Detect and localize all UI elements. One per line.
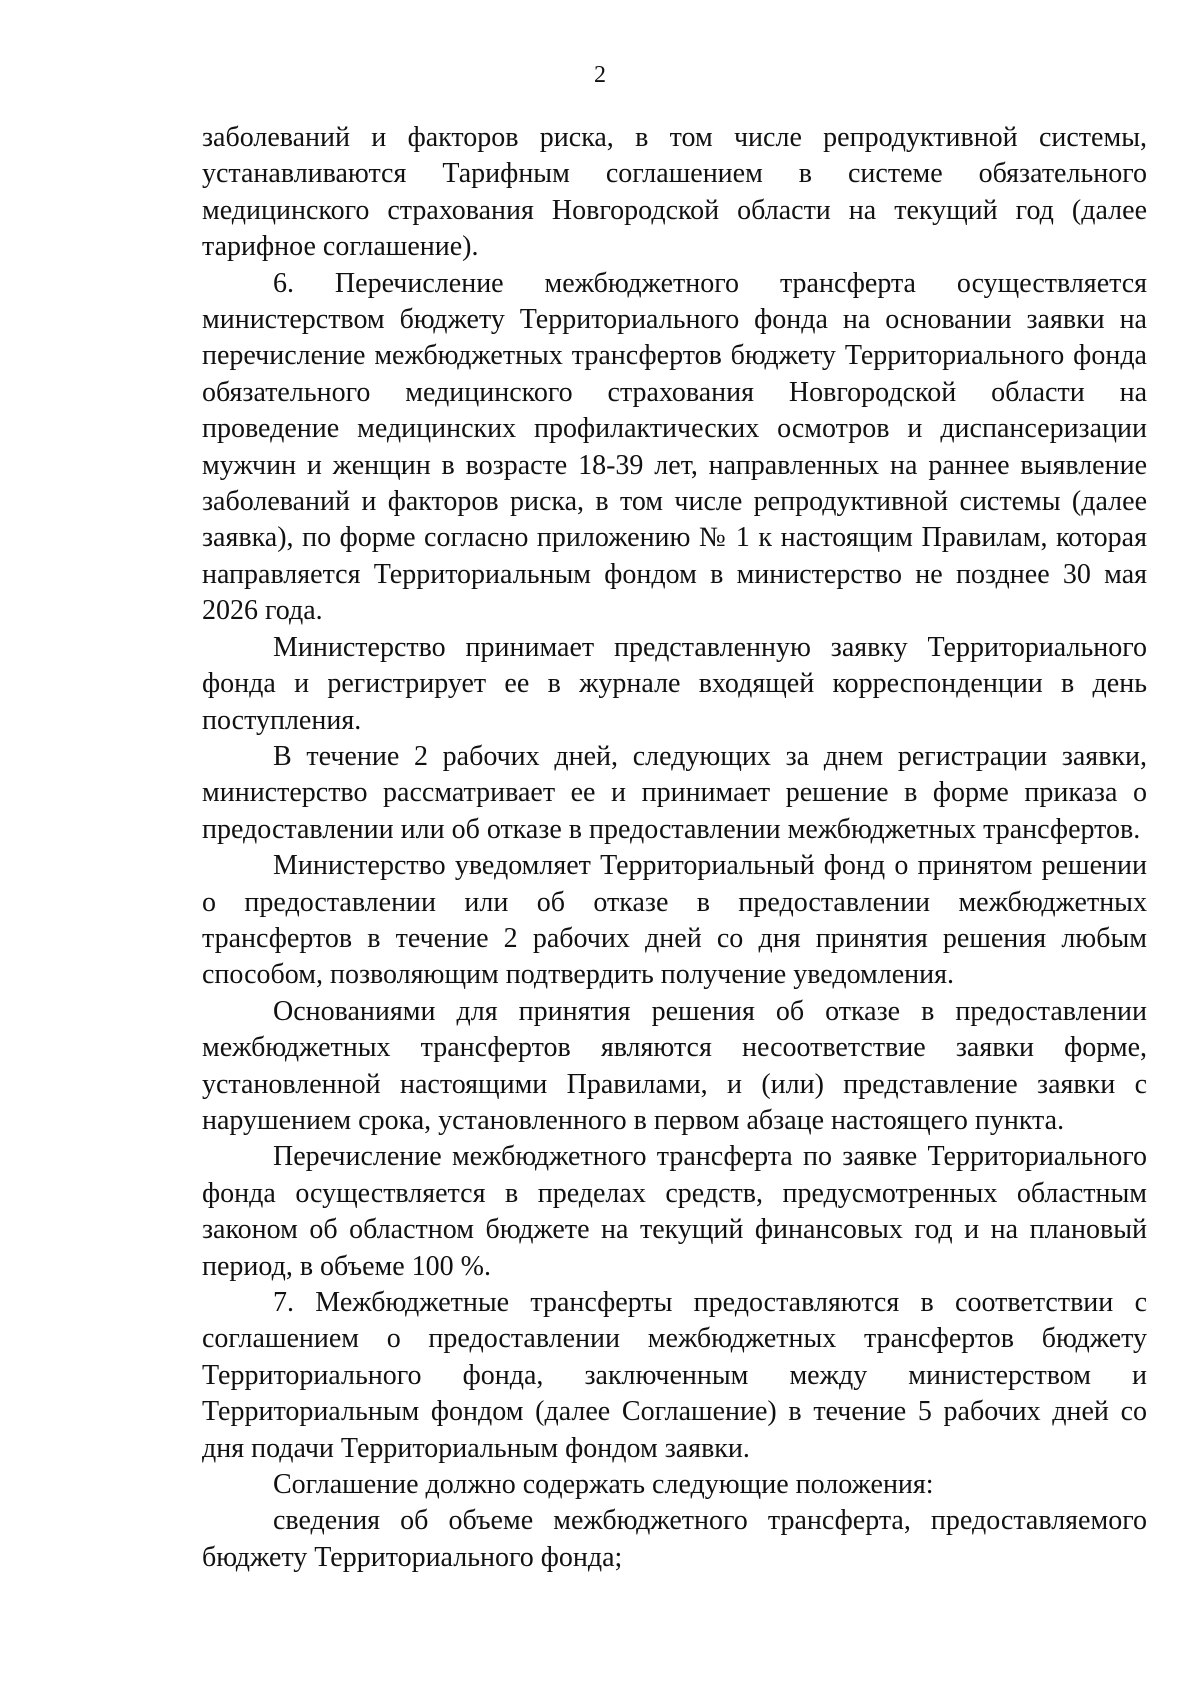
page-number: 2 xyxy=(594,62,606,88)
paragraph-item-6: 6. Перечисление межбюджетного трансферта осуществляется министерством бюджету Территориального фонда на основании заявки на перечисление межбюджетных трансфертов бюджету Территориального фонда обязательного медицинского страхования Новгородской области на проведение медицинских профилактических осмотров и диспансеризации мужчин и женщин в возрасте 18-39 лет, направленных на раннее выявление заболеваний и факторов риска, в том числе репродуктивной системы (далее заявка), по форме согласно приложению № 1 к настоящим Правилам, которая направляется Территориальным фондом в министерство не позднее 30 мая 2026 года. xyxy=(202,267,1147,627)
document-body xyxy=(202,120,1147,1576)
paragraph-transfer-limits: Перечисление межбюджетного трансферта по заявке Территориального фонда осуществляется в пределах средств, предусмотренных областным законом об областном бюджете на текущий финансовых год и на плановый период, в объеме 100 %. xyxy=(202,1141,1147,1282)
paragraph-transfer-volume: сведения об объеме межбюджетного трансферта, предоставляемого бюджету Территориального фонда; xyxy=(202,1505,1147,1573)
paragraph-continuation: заболеваний и факторов риска, в том числе репродуктивной системы, устанавливаются Тарифным соглашением в системе обязательного медицинского страхования Новгородской области на текущий год (далее тарифное соглашение). xyxy=(202,122,1147,263)
paragraph-agreement-contents: Соглашение должно содержать следующие положения: xyxy=(273,1469,934,1501)
paragraph-refusal-grounds: Основаниями для принятия решения об отказе в предоставлении межбюджетных трансфертов являются несоответствие заявки форме, установленной настоящими Правилами, и (или) представление заявки с нарушением срока, установленного в первом абзаце настоящего пункта. xyxy=(202,995,1147,1136)
paragraph-registration: Министерство принимает представленную заявку Территориального фонда и регистрирует ее в журнале входящей корреспонденции в день поступления. xyxy=(202,631,1147,736)
paragraph-notification: Министерство уведомляет Территориальный фонд о принятом решении о предоставлении или об отказе в предоставлении межбюджетных трансфертов в течение 2 рабочих дней со дня принятия решения любым способом, позволяющим подтвердить получение уведомления. xyxy=(202,850,1147,991)
paragraph-item-7: 7. Межбюджетные трансферты предоставляются в соответствии с соглашением о предоставлении межбюджетных трансфертов бюджету Территориального фонда, заключенным между министерством и Территориальным фондом (далее Соглашение) в течение 5 рабочих дней со дня подачи Территориальным фондом заявки. xyxy=(202,1287,1147,1464)
paragraph-review: В течение 2 рабочих дней, следующих за днем регистрации заявки, министерство рассматривает ее и принимает решение в форме приказа о предоставлении или об отказе в предоставлении межбюджетных трансфертов. xyxy=(202,740,1147,845)
